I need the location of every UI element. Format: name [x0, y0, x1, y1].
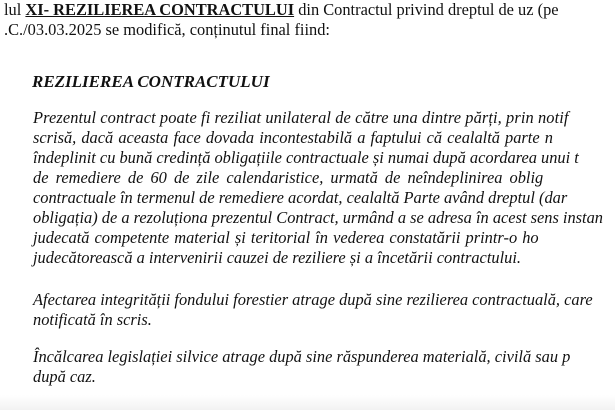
intro-line-1 [4, 0, 559, 20]
paragraph-1-line-1: Prezentul contract poate fi reziliat unilateral de către una dintre părți, prin notif [33, 108, 569, 127]
section-heading: REZILIEREA CONTRACTULUI [32, 72, 270, 91]
paragraph-1-line-3: îndeplinit cu bună credință obligațiile contractuale și numai după acordarea unui t [33, 148, 579, 167]
paragraph-1-line-4: de remediere de 60 de zile calendaristice, urmată de neîndeplinirea oblig [33, 168, 544, 187]
paragraph-3-line-2: după caz. [33, 367, 96, 386]
intro-line-1-prefix: lul [4, 0, 26, 19]
paragraph-2-line-2: notificată în scris. [33, 310, 152, 329]
page-bottom-edge [0, 395, 615, 410]
paragraph-1-line-6: obligația) de a rezoluționa prezentul Contract, urmând a se adresa în acest sens instan [33, 208, 603, 227]
paragraph-1-line-5: contractuale în termenul de remediere acordat, cealaltă Parte având dreptul (dar [33, 188, 568, 207]
chapter-title-reference: XI- REZILIEREA CONTRACTULUI [25, 0, 295, 19]
intro-line-2: .C./03.03.2025 se modifică, conținutul final fiind: [4, 20, 330, 39]
paragraph-3-line-1: Încălcarea legislației silvice atrage după sine răspunderea materială, civilă sau p [33, 347, 571, 366]
intro-line-1-suffix: din Contractul privind dreptul de uz (pe [294, 0, 559, 19]
paragraph-1-line-2: scrisă, dacă aceasta face dovada incontestabilă a faptului că cealaltă parte n [33, 128, 553, 147]
paragraph-1-line-7: judecată competente material și teritorial în vederea constatării printr-o ho [33, 228, 539, 247]
paragraph-2-line-1: Afectarea integrității fondului forestier atrage după sine rezilierea contractuală, care [33, 290, 593, 309]
paragraph-1-line-8: judecătorească a intervenirii cauzei de reziliere și a încetării contractului. [33, 248, 521, 267]
